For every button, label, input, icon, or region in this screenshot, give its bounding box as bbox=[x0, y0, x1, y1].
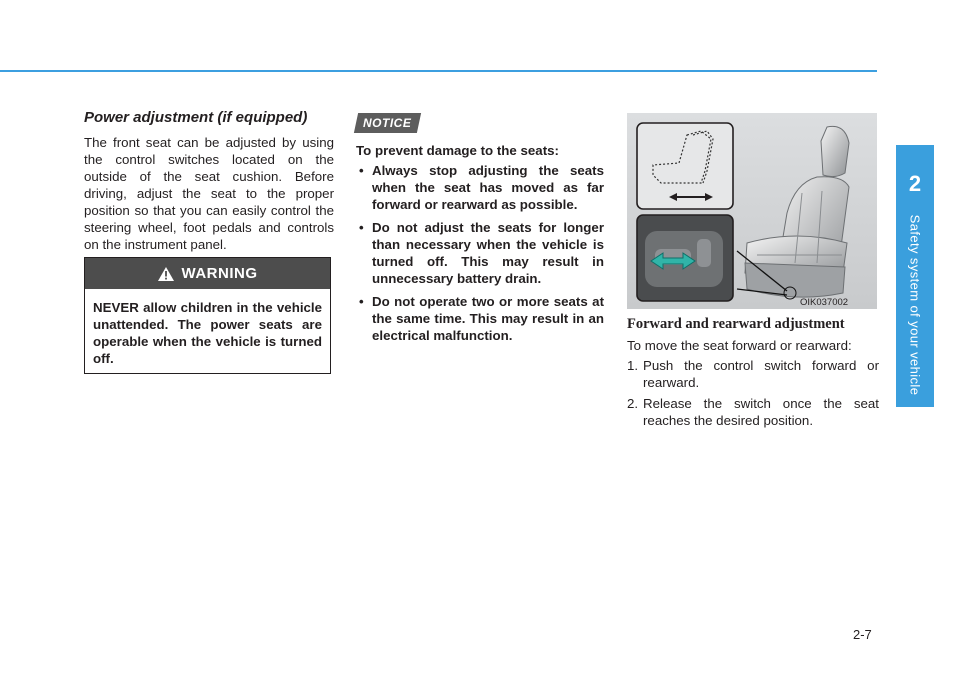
step-text: Release the switch once the seat reaches the desired position. bbox=[643, 396, 879, 428]
section-title: Safety system of your vehicle bbox=[907, 214, 923, 396]
page-number: 2-7 bbox=[853, 627, 872, 642]
power-adjustment-body: The front seat can be adjusted by using the control switches located on the outside of the seat cushion. Before driving, adjust the seat to the proper position so that you can easily control the steering wheel, foot pedals and controls on the instrument panel. bbox=[84, 135, 334, 252]
header-rule bbox=[0, 70, 877, 72]
notice-label: NOTICE bbox=[363, 116, 412, 130]
seat-switch-inset bbox=[637, 215, 733, 301]
warning-title: WARNING bbox=[181, 265, 258, 282]
forward-rearward-intro: To move the seat forward or rearward: bbox=[627, 338, 852, 353]
warning-text: NEVER allow children in the vehicle unattended. The power seats are operable when the vehicle is turned off. bbox=[93, 300, 322, 366]
warning-header bbox=[85, 258, 330, 289]
step-item bbox=[627, 395, 879, 429]
notice-item: • Do not operate two or more seats at the same time. This may result in an electrical malfunction. bbox=[356, 293, 604, 344]
step-number: 2. bbox=[627, 396, 639, 411]
seat-illustration bbox=[627, 113, 877, 309]
step-number: 1. bbox=[627, 358, 639, 373]
step-text: Push the control switch forward or rearward. bbox=[643, 358, 879, 390]
seat-drawing bbox=[627, 113, 877, 309]
step-item bbox=[627, 357, 879, 391]
notice-item: • Always stop adjusting the seats when the seat has moved as far forward or rearward as possible. bbox=[356, 162, 604, 213]
notice-item: • Do not adjust the seats for longer than necessary when the vehicle is turned off. This may result in unnecessary battery drain. bbox=[356, 219, 604, 287]
warning-triangle-icon bbox=[158, 267, 174, 281]
warning-box bbox=[84, 257, 331, 374]
section-number: 2 bbox=[908, 171, 922, 196]
steps-list bbox=[627, 357, 879, 433]
seat-outline-inset bbox=[637, 123, 733, 209]
section-tab bbox=[896, 145, 934, 407]
forward-rearward-heading: Forward and rearward adjustment bbox=[627, 316, 845, 332]
notice-intro: To prevent damage to the seats: bbox=[356, 143, 559, 158]
notice-badge bbox=[354, 113, 421, 133]
figure-code: OIK037002 bbox=[800, 297, 849, 308]
notice-list bbox=[356, 162, 604, 350]
power-adjustment-heading: Power adjustment (if equipped) bbox=[84, 109, 308, 126]
